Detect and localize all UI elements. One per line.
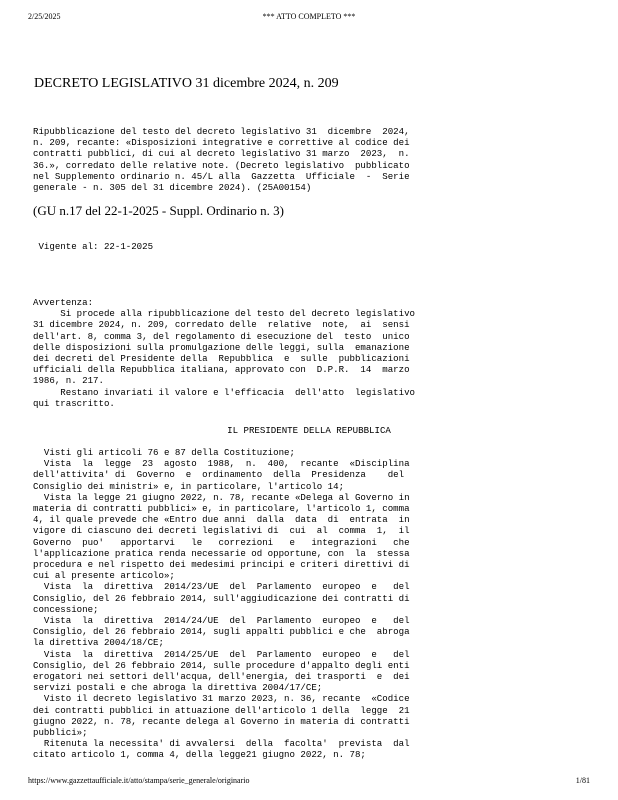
avvertenza-paragraph: Avvertenza: Si procede alla ripubblicazione del testo del decreto legislativo 31 dicembre 2024, n. 209, corredato delle relative note, ai sensi dell'art. 8, comma 3, del regolamento di esecuzione del testo unico delle disposizioni sulla promulgazione delle leggi, sulla emanazione dei decreti del Presidente della Repubblica e sulle pubblicazioni ufficiali della Repubblica italiana, approvato con D.P.R. 14 marzo 1986, n. 217. Restano invariati il valore e l'efficacia dell'atto legislativo qui trascritto. bbox=[33, 297, 415, 409]
vigente-date: Vigente al: 22-1-2025 bbox=[33, 241, 154, 252]
document-title: DECRETO LEGISLATIVO 31 dicembre 2024, n. 209 bbox=[34, 76, 339, 91]
gazzetta-reference: (GU n.17 del 22-1-2025 - Suppl. Ordinario n. 3) bbox=[33, 203, 284, 218]
document-summary: Ripubblicazione del testo del decreto legislativo 31 dicembre 2024, n. 209, recante: «Disposizioni integrative e correttive al codice dei contratti pubblici, di cui al decreto legislativo 31 marzo 2023, n. 36.», corredato delle relative note. (Decreto legislativo pubblicato nel Supplemento ordinario n. 45/L alla Gazzetta Ufficiale - Serie generale - n. 305 del 31 dicembre 2024). (25A00154) bbox=[33, 126, 410, 194]
presidente-heading: IL PRESIDENTE DELLA REPUBBLICA bbox=[227, 425, 391, 436]
print-header-title: *** ATTO COMPLETO *** bbox=[262, 12, 356, 21]
page-number: 1/81 bbox=[575, 776, 590, 785]
footer-url: https://www.gazzettaufficiale.it/atto/stampa/serie_generale/originario bbox=[28, 776, 250, 785]
print-date: 2/25/2025 bbox=[28, 12, 61, 21]
decree-body-text: Visti gli articoli 76 e 87 della Costituzione; Vista la legge 23 agosto 1988, n. 400, recante «Disciplina dell'attivita' di Governo e ordinamento della Presidenza del Consiglio dei ministri» e, in particolare, l'articolo 14; Vista la legge 21 giugno 2022, n. 78, recante «Delega al Governo in materia di contratti pubblici» e, in particolare, l'articolo 1, comma 4, il quale prevede che «Entro due anni dalla data di entrata in vigore di ciascuno dei decreti legislativi di cui al comma 1, il Governo puo' apportarvi le correzioni e integrazioni che l'applicazione pratica renda necessarie od opportune, con la stessa procedura e nel rispetto dei medesimi principi e criteri direttivi di cui al presente articolo»; Vista la direttiva 2014/23/UE del Parlamento europeo e del Consiglio, del 26 febbraio 2014, sull'aggiudicazione dei contratti di concessione; Vista la direttiva 2014/24/UE del Parlamento europeo e del Consiglio, del 26 febbraio 2014, sugli appalti pubblici e che abroga la direttiva 2004/18/CE; Vista la direttiva 2014/25/UE del Parlamento europeo e del Consiglio, del 26 febbraio 2014, sulle procedure d'appalto degli enti erogatori nei settori dell'acqua, dell'energia, dei trasporti e dei servizi postali e che abroga la direttiva 2004/17/CE; Visto il decreto legislativo 31 marzo 2023, n. 36, recante «Codice dei contratti pubblici in attuazione dell'articolo 1 della legge 21 giugno 2022, n. 78, recante delega al Governo in materia di contratti pubblici»; Ritenuta la necessita' di avvalersi della facolta' prevista dal citato articolo 1, comma 4, della legge21 giugno 2022, n. 78; bbox=[33, 447, 410, 761]
